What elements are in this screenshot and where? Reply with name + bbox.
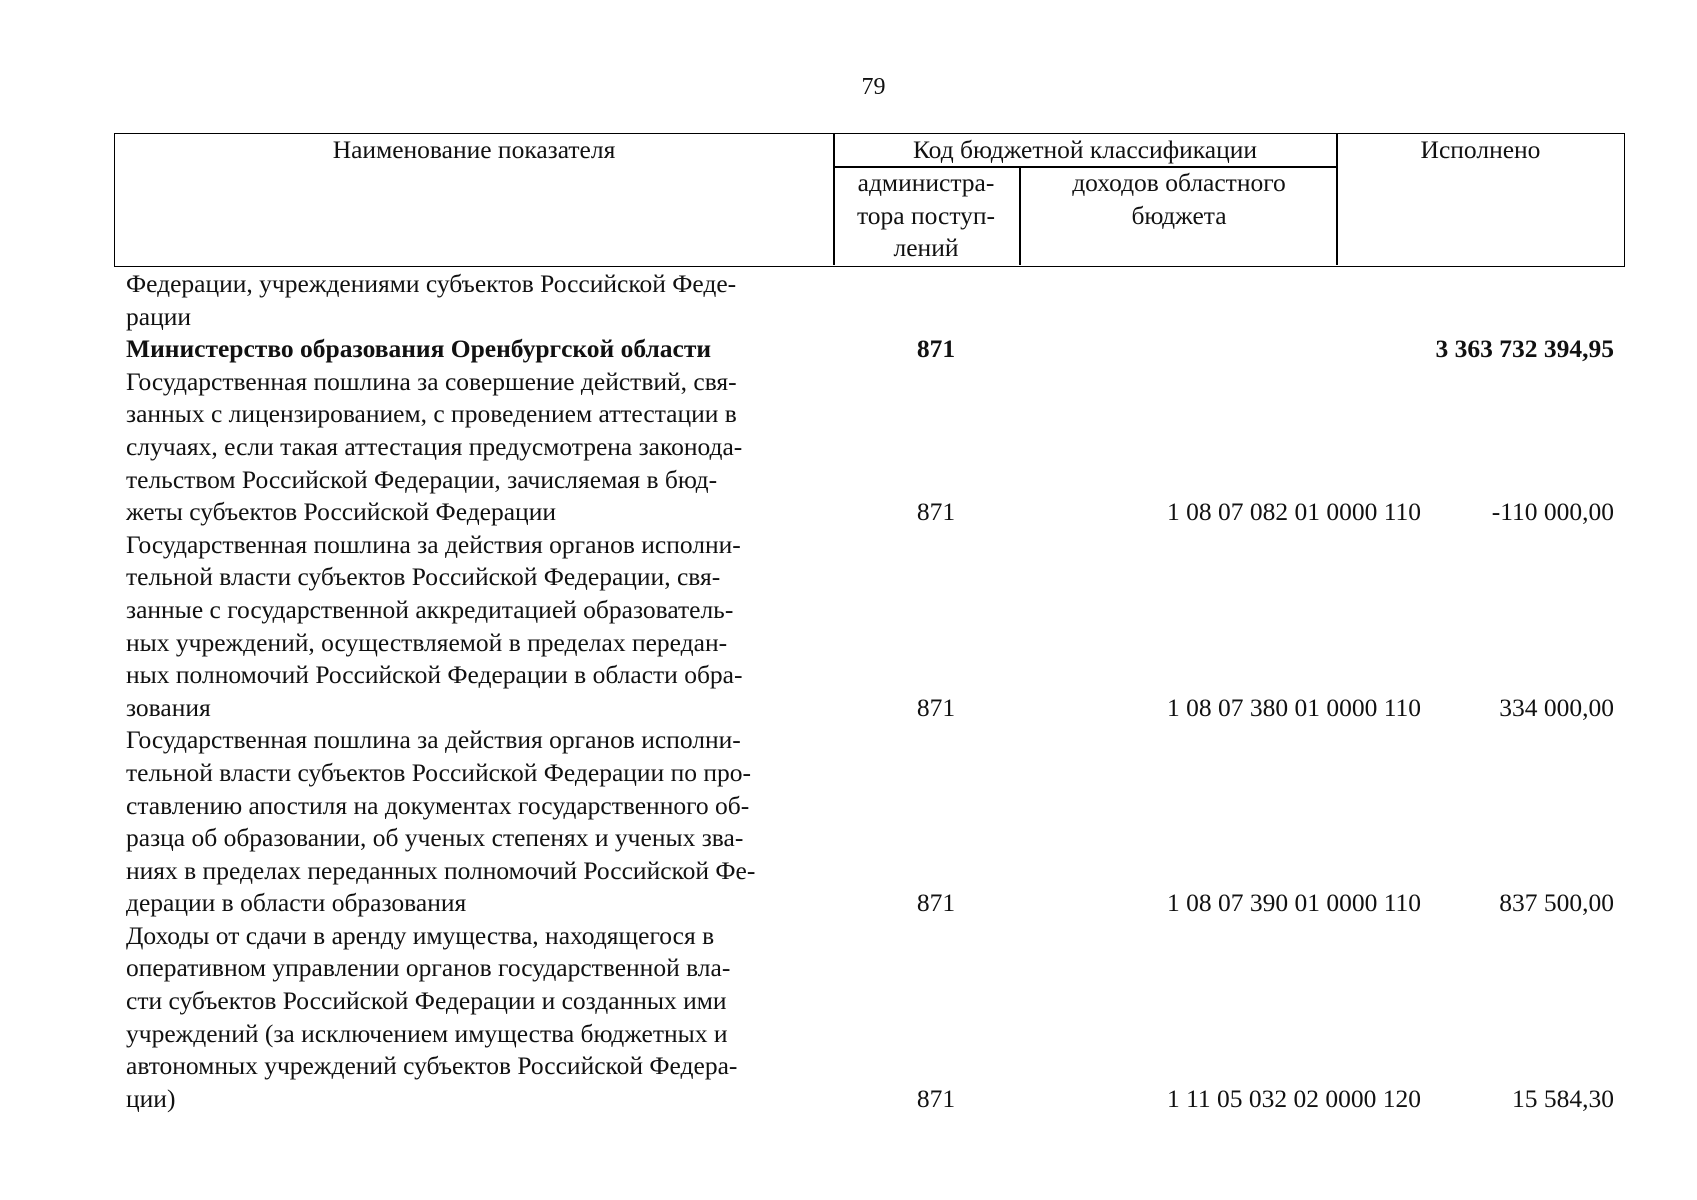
row-name-line: ниях в пределах переданных полномочий Российской Фе- xyxy=(126,855,756,885)
table-header xyxy=(114,133,1625,267)
row-name-line: тельной власти субъектов Российской Федерации по про- xyxy=(126,757,751,787)
row-name-line: жеты субъектов Российской Федерации xyxy=(126,497,556,527)
row-income-code-text: 1 08 07 082 01 0000 110 xyxy=(1167,497,1422,527)
row-amount: -110 000,00 xyxy=(1491,497,1614,527)
row-name-line: учреждений (за исключением имущества бюджетных и xyxy=(126,1018,728,1048)
row-name xyxy=(126,529,824,725)
header-admin-line: тора поступ- xyxy=(856,200,996,230)
row-income-code-text: 1 08 07 380 01 0000 110 xyxy=(1167,692,1422,722)
row-income-code xyxy=(1026,692,1546,725)
row-name-line: Государственная пошлина за совершение действий, свя- xyxy=(126,366,737,396)
table-row xyxy=(126,268,1626,333)
row-income-code-text: 1 11 05 032 02 0000 120 xyxy=(1167,1083,1422,1113)
row-name-line: занные с государственной аккредитацией образователь- xyxy=(126,594,734,624)
header-code-group: Код бюджетной классификации xyxy=(912,135,1258,164)
row-amount: 3 363 732 394,95 xyxy=(1435,334,1614,364)
table-row xyxy=(126,366,1626,529)
table-row xyxy=(126,920,1626,1116)
row-name-line: занных с лицензированием, с проведением аттестации в xyxy=(126,399,737,429)
table-body xyxy=(126,268,1626,1115)
table-row xyxy=(126,724,1626,920)
row-name-line: Доходы от сдачи в аренду имущества, находящегося в xyxy=(126,920,715,950)
row-name xyxy=(126,333,824,366)
row-amount: 15 584,30 xyxy=(1512,1083,1614,1113)
header-name-column: Наименование показателя xyxy=(332,135,616,164)
table-row xyxy=(126,333,1626,366)
row-name-line: ных учреждений, осуществляемой в пределах передан- xyxy=(126,627,728,657)
row-name-line: сти субъектов Российской Федерации и созданных ими xyxy=(126,986,727,1016)
header-admin-column xyxy=(833,167,1019,265)
row-name-line: Министерство образования Оренбургской области xyxy=(126,334,712,364)
row-name-line: ции) xyxy=(126,1083,176,1113)
row-admin-code: 871 xyxy=(916,334,956,364)
header-admin-line: администра- xyxy=(857,168,995,197)
row-name-line: Государственная пошлина за действия органов исполни- xyxy=(126,529,741,559)
header-income-line: доходов областного xyxy=(1072,168,1286,197)
row-name xyxy=(126,268,824,333)
row-name-line: ставлению апостиля на документах государственного об- xyxy=(126,790,750,820)
row-amount: 334 000,00 xyxy=(1499,692,1614,722)
row-name-line: Федерации, учреждениями субъектов Российской Феде- xyxy=(126,269,737,298)
header-admin-line: лений xyxy=(893,233,959,262)
row-amount: 837 500,00 xyxy=(1499,888,1614,918)
row-name xyxy=(126,366,824,529)
header-executed-column: Исполнено xyxy=(1420,135,1541,164)
table-row xyxy=(126,529,1626,725)
row-name xyxy=(126,920,824,1116)
row-income-code-text: 1 08 07 390 01 0000 110 xyxy=(1167,888,1422,918)
row-income-code xyxy=(1026,887,1546,920)
row-name-line: случаях, если такая аттестация предусмотрена законода- xyxy=(126,431,743,461)
header-income-column xyxy=(1021,167,1337,232)
row-name-line: тельной власти субъектов Российской Федерации, свя- xyxy=(126,562,721,592)
row-name-line: Государственная пошлина за действия органов исполни- xyxy=(126,725,741,755)
row-name-line: рации xyxy=(126,301,192,331)
row-name-line: зования xyxy=(126,692,211,722)
row-name-line: ных полномочий Российской Федерации в области обра- xyxy=(126,660,743,690)
row-income-code xyxy=(1026,1083,1546,1116)
row-income-code xyxy=(1026,496,1546,529)
row-name-line: дерации в области образования xyxy=(126,888,467,918)
row-admin-code: 871 xyxy=(916,1083,956,1113)
row-name xyxy=(126,724,824,920)
row-admin-code: 871 xyxy=(916,497,956,527)
row-name-line: разца об образовании, об ученых степенях и ученых зва- xyxy=(126,823,744,853)
header-income-line: бюджета xyxy=(1131,200,1227,230)
row-name-line: автономных учреждений субъектов Российской Федера- xyxy=(126,1051,738,1081)
row-admin-code: 871 xyxy=(916,888,956,918)
row-name-line: тельством Российской Федерации, зачисляемая в бюд- xyxy=(126,464,718,494)
row-admin-code: 871 xyxy=(916,692,956,722)
page-number: 79 xyxy=(861,74,886,100)
row-name-line: оперативном управлении органов государственной вла- xyxy=(126,953,731,983)
